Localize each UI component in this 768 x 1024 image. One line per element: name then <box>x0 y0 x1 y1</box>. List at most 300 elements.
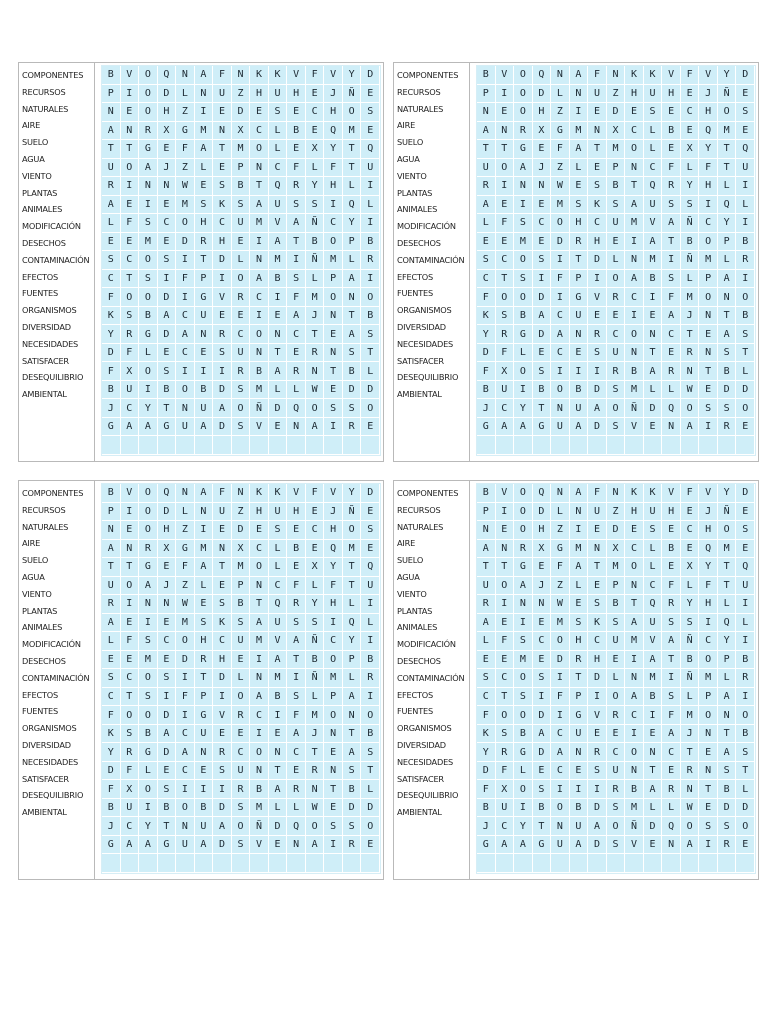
grid-cell: C <box>681 103 700 122</box>
grid-cell: R <box>588 325 607 344</box>
grid-cell: O <box>361 288 380 307</box>
grid-cell: B <box>343 780 362 799</box>
grid-cell: F <box>176 270 195 289</box>
grid-cell: A <box>139 836 158 855</box>
grid-cell: B <box>269 688 288 707</box>
grid-cell: R <box>736 251 755 270</box>
grid-cell: M <box>232 558 251 577</box>
grid-cell: R <box>121 743 140 762</box>
grid-cell: S <box>232 418 251 437</box>
grid-cell: C <box>121 817 140 836</box>
grid-cell: R <box>287 177 306 196</box>
grid-cell <box>514 436 533 455</box>
grid-cell: E <box>588 159 607 178</box>
grid-cell: N <box>588 540 607 559</box>
word-list-item: RECURSOS <box>397 504 441 515</box>
grid-cell: N <box>551 817 570 836</box>
grid-cell: L <box>718 669 737 688</box>
grid-cell: A <box>195 558 214 577</box>
grid-cell: E <box>625 521 644 540</box>
grid-cell: A <box>250 614 269 633</box>
grid-cell: Q <box>736 558 755 577</box>
grid-cell: C <box>496 399 515 418</box>
grid-cell: K <box>213 614 232 633</box>
grid-cell: S <box>607 381 626 400</box>
grid-cell: A <box>644 362 663 381</box>
letter-grid <box>476 483 756 874</box>
grid-cell: U <box>477 577 496 596</box>
grid-cell: R <box>361 669 380 688</box>
grid-cell: O <box>139 66 158 85</box>
grid-cell: O <box>121 288 140 307</box>
grid-cell: M <box>570 540 589 559</box>
grid-cell: P <box>718 233 737 252</box>
grid-cell: T <box>361 762 380 781</box>
grid-cell: J <box>477 399 496 418</box>
grid-cell: A <box>269 233 288 252</box>
grid-cell: S <box>287 688 306 707</box>
grid-cell: S <box>681 614 700 633</box>
grid-cell: D <box>213 669 232 688</box>
grid-cell: E <box>662 762 681 781</box>
grid-cell: O <box>139 85 158 104</box>
grid-cell: R <box>681 344 700 363</box>
grid-cell: M <box>718 122 737 141</box>
grid-cell: C <box>644 159 663 178</box>
grid-cell: E <box>361 540 380 559</box>
grid-cell: A <box>121 836 140 855</box>
grid-cell: T <box>121 270 140 289</box>
grid-cell: A <box>718 325 737 344</box>
word-list <box>394 63 470 461</box>
grid-cell <box>306 436 325 455</box>
grid-cell: G <box>195 288 214 307</box>
grid-cell: S <box>533 251 552 270</box>
grid-cell: G <box>533 836 552 855</box>
grid-cell: N <box>250 762 269 781</box>
grid-cell: E <box>121 521 140 540</box>
grid-cell: B <box>361 725 380 744</box>
grid-cell: O <box>625 743 644 762</box>
grid-cell: S <box>718 399 737 418</box>
grid-cell: U <box>644 614 663 633</box>
grid-cell: C <box>551 725 570 744</box>
grid-cell: M <box>718 540 737 559</box>
grid-cell: E <box>287 762 306 781</box>
grid-cell: F <box>121 762 140 781</box>
grid-cell: M <box>139 233 158 252</box>
grid-cell: R <box>121 325 140 344</box>
grid-cell: S <box>644 103 663 122</box>
word-list-item: CONTAMINACIÓN <box>22 672 90 683</box>
grid-cell: F <box>102 706 121 725</box>
grid-cell: O <box>361 706 380 725</box>
grid-cell: I <box>176 251 195 270</box>
grid-cell: F <box>306 484 325 503</box>
grid-cell: T <box>496 140 515 159</box>
grid-cell: D <box>176 651 195 670</box>
grid-cell: L <box>269 799 288 818</box>
word-list-item: NECESIDADES <box>397 338 454 349</box>
grid-cell: I <box>644 706 663 725</box>
grid-cell: J <box>102 399 121 418</box>
grid-cell: I <box>139 614 158 633</box>
grid-cell: C <box>533 214 552 233</box>
grid-cell: L <box>644 122 663 141</box>
grid-cell: P <box>343 233 362 252</box>
grid-cell: R <box>213 325 232 344</box>
word-list-item: NECESIDADES <box>22 338 79 349</box>
grid-cell: I <box>662 251 681 270</box>
grid-cell: M <box>343 122 362 141</box>
grid-cell: N <box>232 484 251 503</box>
grid-cell: N <box>324 725 343 744</box>
grid-cell: A <box>121 418 140 437</box>
grid-cell: A <box>588 399 607 418</box>
word-list-item: ANIMALES <box>22 204 63 215</box>
grid-cell: T <box>306 325 325 344</box>
grid-cell: S <box>158 362 177 381</box>
grid-cell: H <box>625 503 644 522</box>
grid-cell: C <box>551 344 570 363</box>
grid-cell: E <box>699 743 718 762</box>
grid-cell: W <box>176 177 195 196</box>
grid-cell: T <box>324 362 343 381</box>
grid-cell: S <box>533 780 552 799</box>
grid-cell: N <box>195 743 214 762</box>
grid-cell: O <box>699 651 718 670</box>
word-list-item: SUELO <box>22 555 49 566</box>
word-list-item: AMBIENTAL <box>397 807 442 818</box>
grid-cell: C <box>533 632 552 651</box>
grid-cell: X <box>496 780 515 799</box>
grid-cell: D <box>588 418 607 437</box>
grid-cell: A <box>551 325 570 344</box>
word-list-item: ORGANISMOS <box>397 305 452 316</box>
grid-cell: O <box>551 214 570 233</box>
grid-cell: V <box>213 706 232 725</box>
grid-cell: Y <box>102 325 121 344</box>
grid-cell: A <box>662 632 681 651</box>
grid-cell: R <box>287 780 306 799</box>
grid-cell: Y <box>102 743 121 762</box>
grid-cell: N <box>570 85 589 104</box>
grid-cell: E <box>588 307 607 326</box>
grid-cell: A <box>570 558 589 577</box>
grid-cell: I <box>195 521 214 540</box>
grid-cell: R <box>139 540 158 559</box>
grid-cell: A <box>662 307 681 326</box>
grid-cell: S <box>361 743 380 762</box>
grid-cell: O <box>496 706 515 725</box>
grid-cell: I <box>699 418 718 437</box>
grid-cell: A <box>213 817 232 836</box>
grid-cell: T <box>250 177 269 196</box>
grid-cell: T <box>287 233 306 252</box>
grid-cell: F <box>662 706 681 725</box>
grid-cell: L <box>718 251 737 270</box>
grid-cell: C <box>232 743 251 762</box>
grid-cell: D <box>343 799 362 818</box>
grid-cell: P <box>699 270 718 289</box>
grid-cell: P <box>232 577 251 596</box>
grid-cell: A <box>250 270 269 289</box>
grid-cell: E <box>644 836 663 855</box>
grid-cell: Z <box>176 577 195 596</box>
grid-cell: I <box>213 688 232 707</box>
grid-cell: C <box>158 632 177 651</box>
grid-cell: N <box>625 577 644 596</box>
grid-cell: O <box>250 558 269 577</box>
grid-cell: I <box>176 362 195 381</box>
grid-cell <box>736 854 755 873</box>
grid-cell: F <box>324 159 343 178</box>
grid-cell: S <box>139 688 158 707</box>
grid-cell: S <box>588 595 607 614</box>
grid-cell: N <box>570 325 589 344</box>
word-list-item: AIRE <box>397 120 416 131</box>
grid-cell: H <box>533 103 552 122</box>
grid-cell: S <box>324 399 343 418</box>
grid-cell: T <box>250 595 269 614</box>
grid-cell: E <box>361 418 380 437</box>
grid-cell: H <box>324 595 343 614</box>
grid-cell: B <box>287 540 306 559</box>
grid-cell: L <box>343 251 362 270</box>
grid-cell: M <box>644 669 663 688</box>
grid-cell: B <box>232 177 251 196</box>
grid-cell: M <box>250 799 269 818</box>
grid-cell: Q <box>269 177 288 196</box>
grid-cell: E <box>662 344 681 363</box>
grid-cell: V <box>269 214 288 233</box>
grid-cell: U <box>570 399 589 418</box>
grid-cell: I <box>195 103 214 122</box>
grid-cell: L <box>306 270 325 289</box>
grid-cell: O <box>139 706 158 725</box>
grid-cell: S <box>477 669 496 688</box>
grid-cell: F <box>121 214 140 233</box>
grid-cell: E <box>324 743 343 762</box>
grid-cell: V <box>662 66 681 85</box>
grid-cell: B <box>250 362 269 381</box>
grid-cell <box>324 854 343 873</box>
grid-cell: N <box>250 577 269 596</box>
grid-cell: D <box>361 66 380 85</box>
grid-cell: A <box>287 307 306 326</box>
grid-cell: E <box>496 614 515 633</box>
grid-cell: H <box>570 632 589 651</box>
grid-cell: O <box>176 799 195 818</box>
grid-cell: A <box>195 66 214 85</box>
grid-cell: Y <box>324 558 343 577</box>
grid-cell: O <box>514 503 533 522</box>
grid-cell: U <box>477 159 496 178</box>
grid-cell: D <box>736 66 755 85</box>
grid-cell: P <box>102 503 121 522</box>
grid-cell: T <box>343 140 362 159</box>
grid-cell: N <box>699 762 718 781</box>
grid-cell: I <box>121 503 140 522</box>
grid-cell: S <box>736 103 755 122</box>
grid-cell: J <box>477 817 496 836</box>
grid-cell: E <box>736 836 755 855</box>
grid-cell: C <box>250 122 269 141</box>
grid-cell: S <box>139 270 158 289</box>
grid-cell: M <box>644 251 663 270</box>
grid-cell: I <box>736 688 755 707</box>
grid-cell: S <box>588 762 607 781</box>
grid-cell: E <box>306 122 325 141</box>
grid-cell: S <box>736 521 755 540</box>
grid-cell: E <box>287 558 306 577</box>
word-list-item: FUENTES <box>397 706 433 717</box>
grid-cell: I <box>287 669 306 688</box>
grid-cell: H <box>287 85 306 104</box>
grid-cell: S <box>607 614 626 633</box>
grid-cell: G <box>195 706 214 725</box>
grid-cell: O <box>736 706 755 725</box>
grid-cell: U <box>496 381 515 400</box>
grid-cell: X <box>158 122 177 141</box>
grid-cell: O <box>139 484 158 503</box>
grid-cell: G <box>514 140 533 159</box>
grid-cell: K <box>625 484 644 503</box>
grid-cell: B <box>477 381 496 400</box>
grid-cell: S <box>213 344 232 363</box>
grid-cell: N <box>496 540 515 559</box>
grid-cell: E <box>195 595 214 614</box>
word-list-item: SATISFACER <box>397 773 444 784</box>
grid-cell: I <box>139 196 158 215</box>
grid-cell: I <box>588 270 607 289</box>
grid-cell: V <box>588 288 607 307</box>
word-list-item: DESECHOS <box>397 655 441 666</box>
grid-cell: I <box>551 780 570 799</box>
grid-cell: G <box>533 418 552 437</box>
grid-cell: Ñ <box>681 214 700 233</box>
grid-cell: S <box>232 196 251 215</box>
grid-cell: I <box>551 362 570 381</box>
grid-cell: U <box>121 381 140 400</box>
grid-cell: L <box>343 595 362 614</box>
grid-cell <box>662 854 681 873</box>
grid-cell: O <box>232 399 251 418</box>
grid-cell: I <box>324 614 343 633</box>
grid-cell: K <box>477 307 496 326</box>
grid-cell: T <box>699 362 718 381</box>
grid-cell: N <box>699 307 718 326</box>
grid-cell: I <box>324 836 343 855</box>
word-list-item: AGUA <box>397 571 420 582</box>
word-list-item: SUELO <box>397 137 424 148</box>
grid-cell: E <box>232 307 251 326</box>
grid-cell: U <box>232 344 251 363</box>
grid-cell: Y <box>477 325 496 344</box>
grid-cell: T <box>121 688 140 707</box>
grid-cell: N <box>607 484 626 503</box>
grid-cell: D <box>361 484 380 503</box>
grid-cell: Ñ <box>250 399 269 418</box>
grid-cell: R <box>662 177 681 196</box>
word-list-item: SUELO <box>22 137 49 148</box>
grid-cell: D <box>718 799 737 818</box>
word-list-item: NATURALES <box>397 521 444 532</box>
grid-cell: I <box>496 85 515 104</box>
grid-cell: Y <box>477 743 496 762</box>
grid-cell: D <box>607 521 626 540</box>
grid-cell: S <box>158 669 177 688</box>
grid-cell: E <box>121 196 140 215</box>
grid-cell: E <box>533 651 552 670</box>
grid-cell: N <box>570 743 589 762</box>
grid-cell: E <box>250 521 269 540</box>
grid-cell: D <box>718 381 737 400</box>
grid-cell: M <box>514 651 533 670</box>
grid-cell: P <box>324 270 343 289</box>
grid-cell: B <box>361 307 380 326</box>
grid-cell: B <box>533 799 552 818</box>
grid-cell: E <box>121 651 140 670</box>
grid-cell: E <box>287 344 306 363</box>
grid-cell: E <box>496 196 515 215</box>
grid-cell: T <box>195 669 214 688</box>
grid-cell: B <box>681 651 700 670</box>
grid-cell: L <box>287 799 306 818</box>
grid-cell: C <box>625 706 644 725</box>
grid-cell: G <box>102 836 121 855</box>
grid-cell: I <box>361 632 380 651</box>
grid-cell: O <box>699 233 718 252</box>
grid-cell: E <box>121 103 140 122</box>
grid-cell: M <box>250 632 269 651</box>
grid-cell: S <box>514 214 533 233</box>
grid-cell: M <box>176 614 195 633</box>
grid-cell: F <box>287 159 306 178</box>
grid-cell: T <box>699 780 718 799</box>
grid-cell <box>625 854 644 873</box>
grid-cell: T <box>213 558 232 577</box>
grid-cell <box>736 436 755 455</box>
grid-cell: A <box>570 140 589 159</box>
grid-cell: I <box>588 780 607 799</box>
grid-cell: F <box>477 362 496 381</box>
grid-cell: E <box>158 651 177 670</box>
grid-cell: F <box>121 344 140 363</box>
grid-cell: A <box>477 196 496 215</box>
grid-cell: L <box>736 614 755 633</box>
grid-cell: S <box>662 270 681 289</box>
grid-cell: C <box>102 688 121 707</box>
grid-cell: D <box>158 85 177 104</box>
grid-cell: I <box>121 595 140 614</box>
grid-cell: B <box>607 595 626 614</box>
word-list-item: AGUA <box>397 153 420 164</box>
grid-cell: S <box>699 399 718 418</box>
grid-cell: Y <box>699 558 718 577</box>
grid-cell: C <box>324 214 343 233</box>
grid-cell: F <box>588 66 607 85</box>
grid-cell: U <box>195 725 214 744</box>
grid-cell: I <box>570 521 589 540</box>
grid-cell: T <box>477 140 496 159</box>
grid-cell: S <box>121 307 140 326</box>
grid-cell: L <box>269 122 288 141</box>
word-list-item: SATISFACER <box>22 773 69 784</box>
grid-cell: B <box>158 381 177 400</box>
grid-cell: Q <box>718 614 737 633</box>
grid-cell: O <box>306 399 325 418</box>
